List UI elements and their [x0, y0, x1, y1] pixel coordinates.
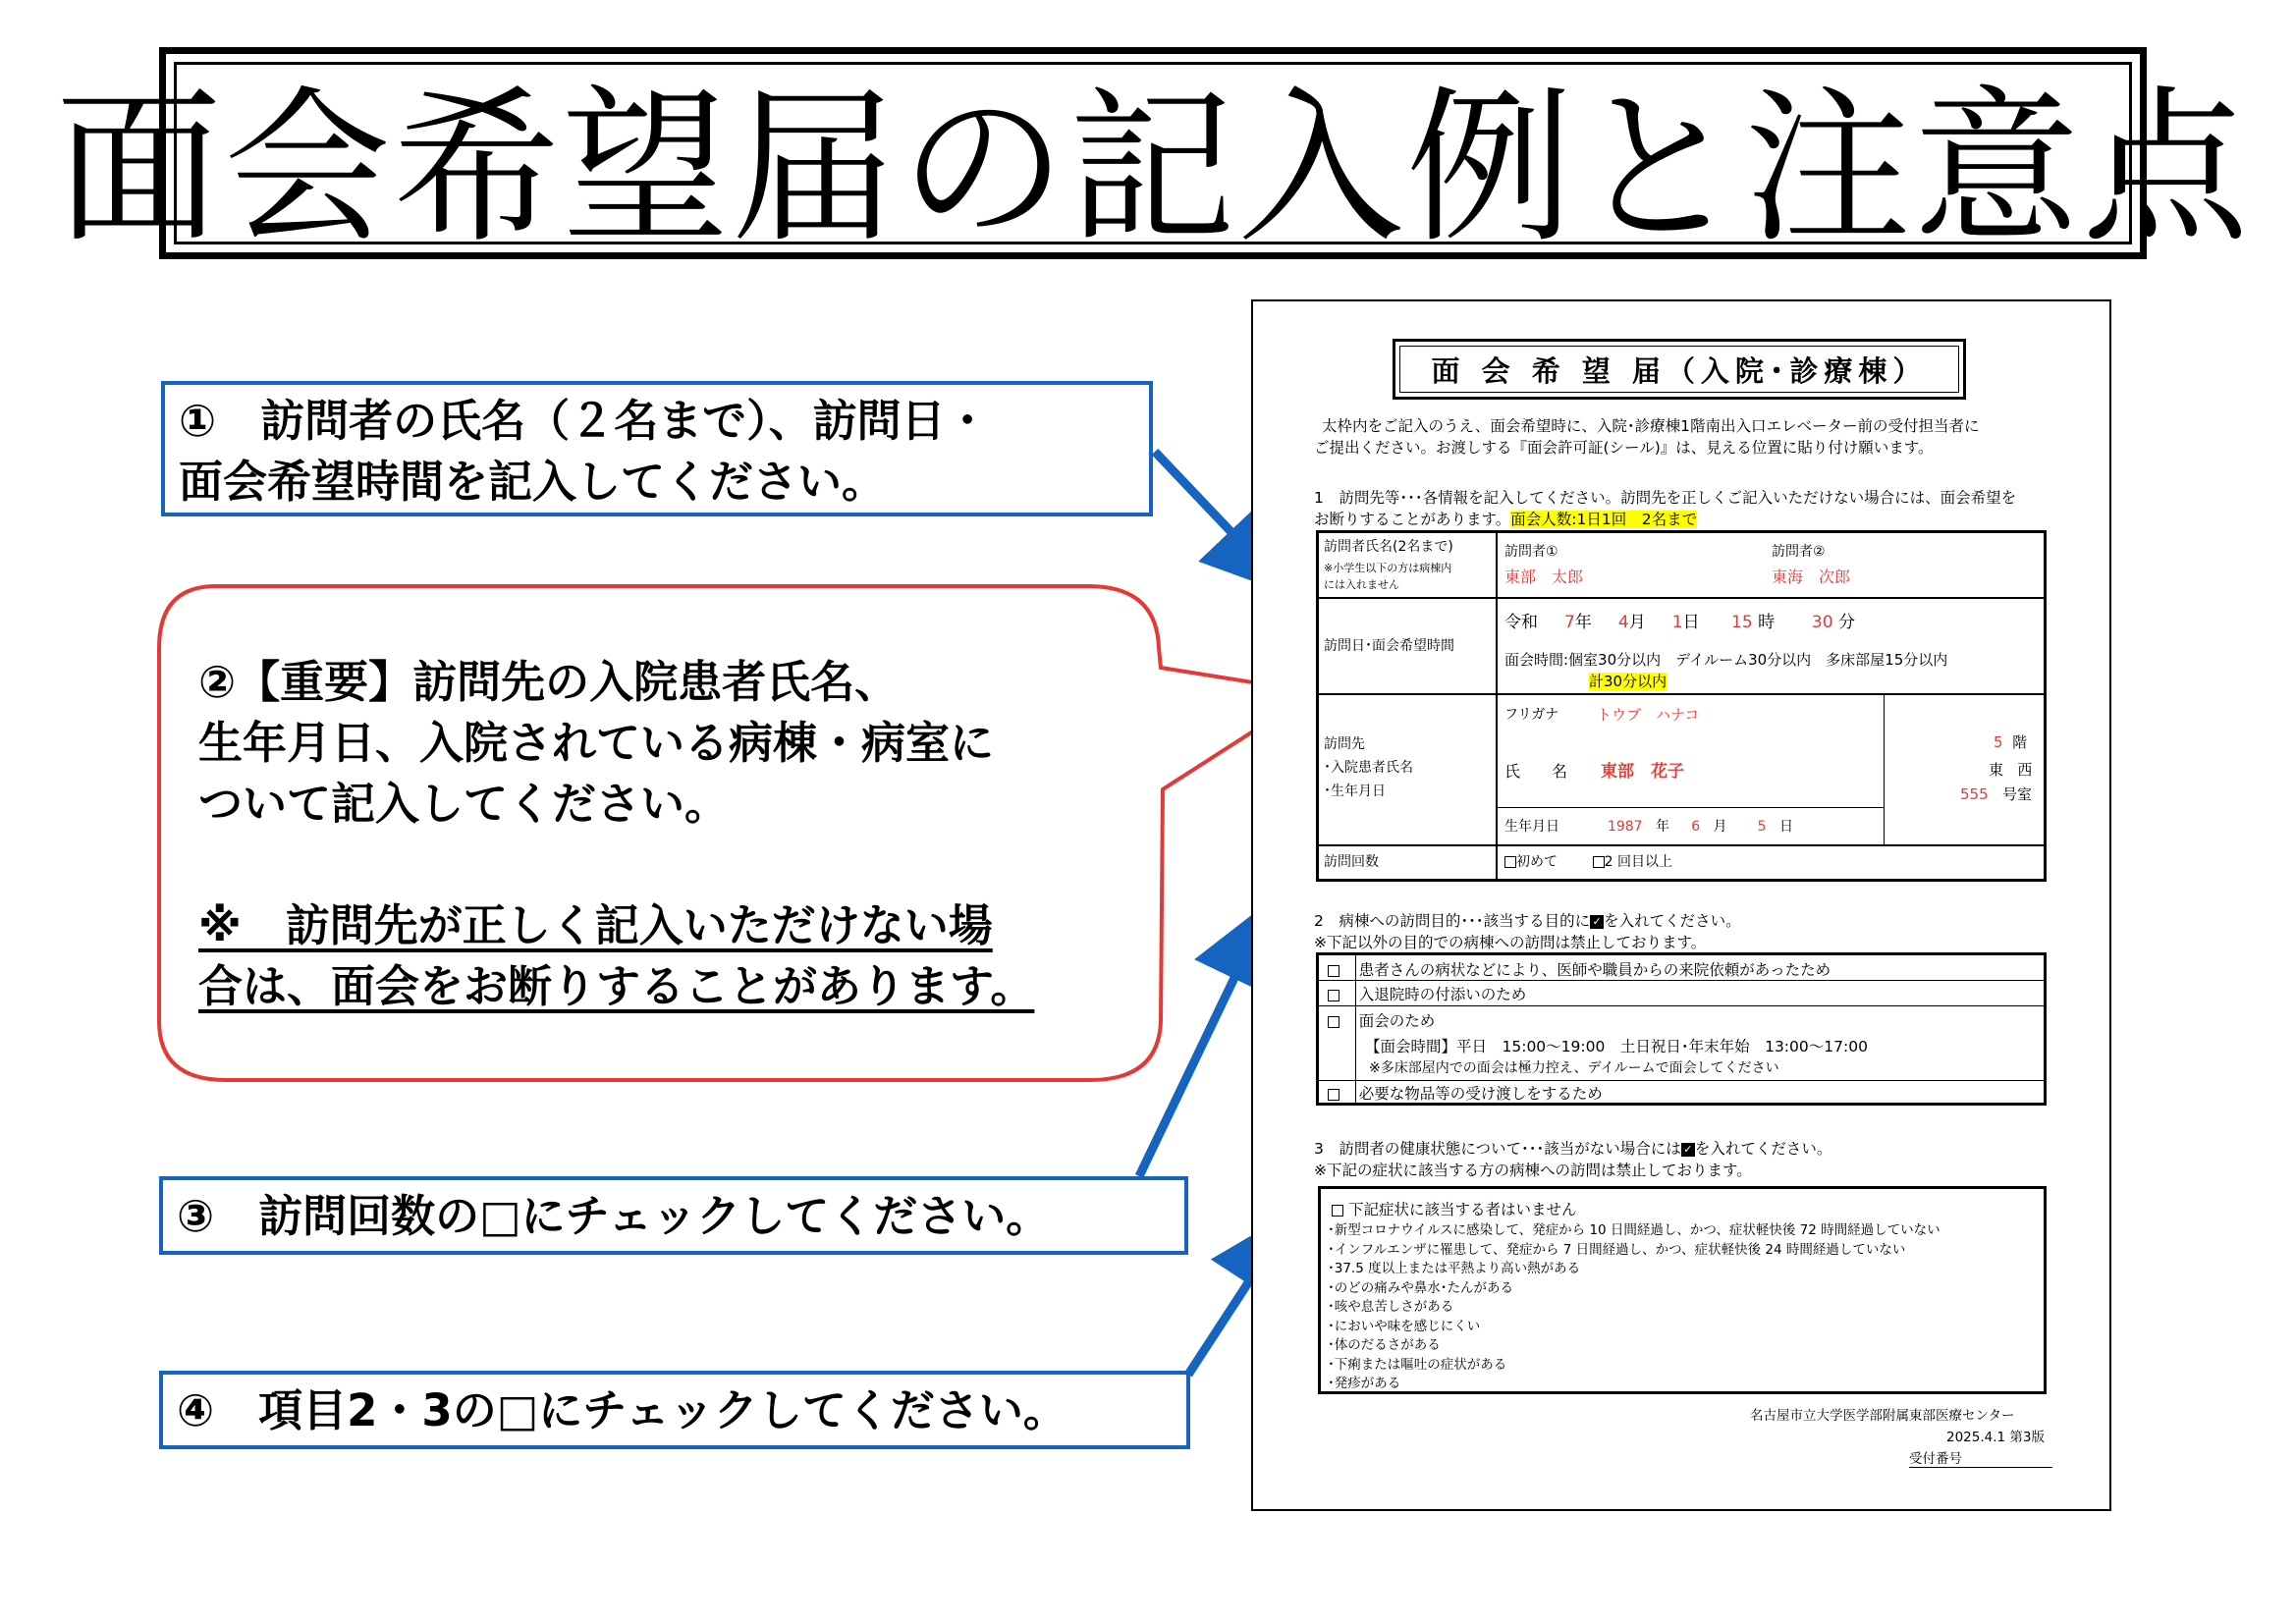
- callout-3: [159, 1176, 1188, 1255]
- visit-hours: 【面会時間】平日 15:00～19:00 土日祝日･年末年始 13:00～17:00: [1365, 1038, 1868, 1055]
- callout-2-warning-1: ※ 訪問先が正しく記入いただけない場: [198, 899, 993, 951]
- symptom-item: ･下痢または嘔吐の症状がある: [1328, 1356, 1507, 1373]
- symptom-item: ･新型コロナウイルスに感染して、発症から 10 日間経過し、かつ、症状軽快後 72 時間経過していない: [1328, 1222, 1941, 1238]
- symptom-list: [1328, 1221, 1941, 1394]
- furigana-label: フリガナ: [1504, 707, 1559, 723]
- destination-label-3: ･生年月日: [1324, 784, 1386, 799]
- callout-2-warning-2: 合は、面会をお断りすることがあります。: [198, 960, 1035, 1012]
- time-limits: 面会時間:個室30分以内 デイルーム30分以内 多床部屋15分以内: [1504, 651, 1948, 669]
- purpose-1-checkbox: [1328, 965, 1339, 977]
- visit-year: 7: [1564, 613, 1575, 632]
- callout-4-text: ④ 項目2・3の□にチェックしてください。: [177, 1384, 1067, 1436]
- callout-1-line-1: ① 訪問者の氏名（２名まで）、訪問日・: [179, 395, 990, 447]
- footer-receipt-label: 受付番号: [1909, 1451, 1962, 1467]
- purpose-4-checkbox: [1328, 1089, 1339, 1101]
- visits-options[interactable]: 初めて 2 回目以上: [1504, 852, 1672, 872]
- section-2-line-2: ※下記以外の目的での病棟への訪問は禁止しております。: [1314, 934, 1707, 951]
- ward-room[interactable]: 555 号室: [1960, 785, 2032, 803]
- checked-box-icon: ✓: [1590, 915, 1604, 929]
- footer-version: 2025.4.1 第3版: [1946, 1430, 2045, 1445]
- visitor-1-name[interactable]: 東部 太郎: [1504, 568, 1584, 586]
- visit-minute: 30: [1811, 613, 1833, 632]
- symptom-item: ･37.5 度以上または平熱より高い熱がある: [1328, 1261, 1581, 1276]
- purpose-3[interactable]: 面会のため: [1328, 1011, 1435, 1031]
- callout-2-line-2: 生年月日、入院されている病棟・病室に: [198, 717, 995, 769]
- form-title: 面 会 希 望 届（入院･診療棟）: [1399, 346, 1959, 393]
- callout-2-line-3: ついて記入してください。: [198, 778, 730, 830]
- checked-box-icon: ✓: [1681, 1143, 1695, 1157]
- visitor-2-label: 訪問者②: [1772, 544, 1826, 560]
- callout-3-text: ③ 訪問回数の□にチェックしてください。: [177, 1190, 1051, 1242]
- time-limits-total: 計30分以内: [1589, 673, 1667, 690]
- birth-year: 1987: [1607, 819, 1643, 835]
- visits-first-checkbox[interactable]: [1504, 856, 1516, 868]
- section-1-line-1: 1 訪問先等･･･各情報を記入してください。訪問先を正しくご記入いただけない場合には、面会希望を: [1314, 489, 2017, 507]
- visits-repeat-checkbox[interactable]: [1593, 856, 1605, 868]
- section-1-highlight: 面会人数:1日1回 2名まで: [1510, 511, 1698, 528]
- symptom-item: ･咳や息苦しさがある: [1328, 1299, 1454, 1315]
- visit-date-row[interactable]: 令和 7年 4月 1日 15 時 30 分: [1504, 613, 1855, 632]
- health-check[interactable]: 下記症状に該当する者はいません: [1332, 1200, 1576, 1219]
- section-3-line-2: ※下記の症状に該当する方の病棟への訪問は禁止しております。: [1314, 1162, 1752, 1179]
- birth-day: 5: [1757, 819, 1767, 835]
- visitor-1-label: 訪問者①: [1504, 544, 1558, 560]
- purpose-2-checkbox: [1328, 990, 1339, 1001]
- ward-floor[interactable]: 5 階: [1994, 733, 2028, 751]
- purpose-3-checkbox: [1328, 1016, 1339, 1028]
- visit-hours-note: ※多床部屋内での面会は極力控え、デイルームで面会してください: [1369, 1060, 1779, 1076]
- purpose-2[interactable]: 入退院時の付添いのため: [1328, 985, 1526, 1004]
- visitor-2-name[interactable]: 東海 次郎: [1772, 568, 1851, 586]
- birth-month: 6: [1691, 819, 1701, 835]
- patient-name[interactable]: 東部 花子: [1601, 762, 1684, 782]
- furigana-value[interactable]: トウブ ハナコ: [1597, 706, 1700, 724]
- section-1-line-2: お断りすることがあります。面会人数:1日1回 2名まで: [1314, 511, 1698, 528]
- callout-4: [159, 1371, 1190, 1449]
- visitor-note-1: ※小学生以下の方は病棟内: [1324, 562, 1452, 574]
- wing-east: 東: [1989, 761, 2004, 779]
- arrow-1: [1155, 452, 1267, 569]
- section-2-line-1: 2 病棟への訪問目的･･･該当する目的に ✓ を入れてください。: [1314, 912, 1741, 930]
- callout-2-text: [198, 652, 1141, 1017]
- form-intro-2: ご提出ください。お渡しする『面会許可証(シール)』は、見える位置に貼り付け願います。: [1314, 439, 1934, 457]
- birth-row[interactable]: 生年月日 1987 年 6 月 5 日: [1504, 819, 1793, 835]
- wing-west: 西: [2017, 761, 2033, 779]
- symptom-item: ･においや味を感じにくい: [1328, 1318, 1481, 1334]
- callout-1-line-2: 面会希望時間を記入してください。: [179, 456, 887, 508]
- destination-label-2: ･入院患者氏名: [1324, 760, 1413, 776]
- patient-name-label: 氏 名: [1504, 762, 1568, 781]
- symptom-item: ･のどの痛みや鼻水･たんがある: [1328, 1279, 1513, 1296]
- health-checkbox: [1332, 1205, 1343, 1217]
- visits-label: 訪問回数: [1324, 854, 1379, 870]
- visit-day: 1: [1671, 613, 1683, 632]
- section-3-line-1: 3 訪問者の健康状態について･･･該当がない場合には ✓ を入れてください。: [1314, 1140, 1832, 1158]
- destination-label-1: 訪問先: [1324, 736, 1365, 752]
- visitor-label: 訪問者氏名(2名まで): [1324, 539, 1453, 555]
- ward-wing[interactable]: [1989, 760, 2032, 780]
- symptom-item: ･体のだるさがある: [1328, 1337, 1441, 1353]
- visitor-note-2: には入れません: [1324, 578, 1399, 591]
- visit-month: 4: [1617, 613, 1629, 632]
- callout-2-line-1: ②【重要】訪問先の入院患者氏名、: [198, 656, 900, 708]
- visit-hour: 15: [1731, 613, 1753, 632]
- receipt-underline: [1909, 1467, 2052, 1468]
- form-intro-1: 太枠内をご記入のうえ、面会希望時に、入院･診療棟1階南出入口エレベーター前の受付担当者に: [1322, 417, 1980, 435]
- footer-org: 名古屋市立大学医学部附属東部医療センター: [1750, 1408, 2015, 1424]
- page-title: 面会希望届の記入例と注意点: [55, 71, 2252, 266]
- date-label: 訪問日･面会希望時間: [1324, 638, 1454, 654]
- form-title-box: [1393, 339, 1966, 400]
- purpose-4[interactable]: 必要な物品等の受け渡しをするため: [1328, 1084, 1603, 1104]
- symptom-item: ･インフルエンザに罹患して、発症から 7 日間経過し、かつ、症状軽快後 24 時間経過していない: [1328, 1241, 1906, 1258]
- purpose-1[interactable]: 患者さんの病状などにより、医師や職員からの来院依頼があったため: [1328, 960, 1831, 980]
- symptom-item: ･発疹がある: [1328, 1376, 1401, 1391]
